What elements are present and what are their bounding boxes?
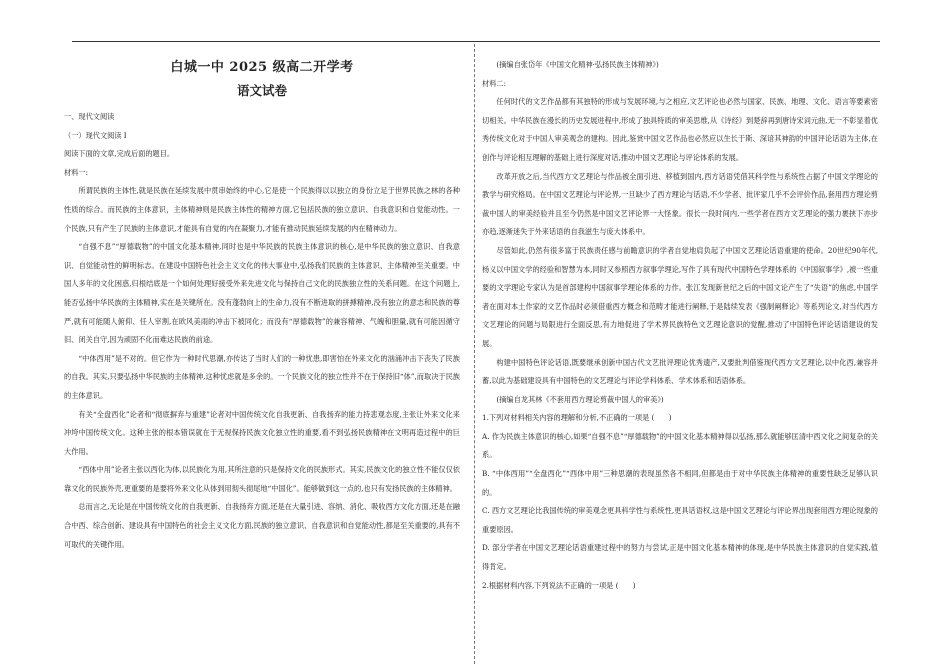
reading-instruction: 阅读下面的文章,完成后面的题目。 (64, 149, 175, 159)
material-two-label: 材料二: (482, 78, 506, 88)
material-one-label: 材料一: (64, 167, 88, 177)
paragraph: “中体西用”是不对的。但它作为一种时代思潮,亦传达了当时人们的一种忧患,即害怕在外来文化的汹涌冲击下丧失了民族的自我。其实,只要弘扬中华民族的主体精神,这种忧虑就是多余的。一个民族文化的独立性并不在于保持旧“体”,而取决于民族的主体意识。 (64, 353, 460, 400)
paragraph: 总而言之,无论是在中国传统文化的自我更新、自我扬弃方面,还是在大量引进、容纳、消化、吸收西方文化方面,还是在融合中西、综合创新、建设具有中国特色的社会主义文化方面,民族的独立意识、自我意识和自觉能动性,都是至关重要的,具有不可取代的关键作用。 (64, 502, 460, 549)
left-column (64, 56, 460, 554)
right-column (482, 56, 878, 595)
column-divider (474, 44, 475, 664)
exam-subtitle: 语文试卷 (236, 83, 287, 98)
question-option: C. 西方文艺理论比我国传统的审美观念更具科学性与系统性,更具话语权,这是中国文艺理论与评论界出现套用西方理论现象的重要原因。 (482, 506, 878, 534)
question-option: A. 作为民族主体意识的核心,如果“自强不息”“厚德载物”的中国文化基本精神得以弘扬,那么就能够匡清中西文化之间复杂的关系。 (482, 431, 878, 460)
paragraph: “自强不息”“厚德载物”的中国文化基本精神,同时也是中华民族的民族主体意识的核心,是中华民族的独立意识、自我意识、自觉能动性的鲜明标志。在建设中国特色社会主义文化的伟大事业中,弘扬我们民族的主体意识、主体精神至关重要。中国人多年的文化困惑,归根结底是一个如何处理好接受外来先进文化与保持自己文化的民族独立性的关系问题。在这个问题上,能否弘扬中华民族的主体精神,实在是关键所在。没有蓬勃向上的生命力,没有不断进取的拼搏精神,没有独立的意志和民族的尊严,就有可能随人俯仰、任人宰割,在欧风美雨的冲击下被同化；而没有“厚德载物”的兼容精神、气魄和胆量,就有可能因循守旧、闭关自守,因为顽固不化而难达民族的前途。 (64, 242, 460, 345)
question-option: D. 部分学者在中国文艺理论话语重建过程中的努力与尝试,正是中国文化基本精神的体现,是中华民族主体意识的自觉实践,值得肯定。 (482, 543, 878, 572)
paragraph: 有关“全盘西化”论者和“彻底摒弃与重建”论者对中国传统文化自我更新、自我扬弃的能力持悲观态度,主张让外来文化来冲垮中国传统文化。这种主张的根本错误就在于无视保持民族文化独立性的重要,看不到弘扬民族精神在文明再造过程中的巨大作用。 (64, 409, 460, 456)
question-2: 2.根据材料内容,下列说法不正确的一项是 ( ) (482, 580, 636, 590)
paragraph: 任何时代的文艺作品都有其独特的形成与发展环境,与之相应,文艺评论也必然与国家、民族、地理、文化、语言等要素密切相关。中华民族在漫长的历史发展进程中,形成了独具特质的审美思维,从《诗经》到楚辞再到唐诗宋词元曲,无一不彰显着优秀传统文化对于中国人审美观念的建构。因此,鉴赏中国文艺作品也必然应以生长于斯、深谙其神韵的中国评论话语为主体,在创作与评论相互理解的基础上进行深度对话,推动中国文艺理论与评论体系的发展。 (482, 97, 878, 162)
subsection-heading: （一）现代文阅读 I (64, 130, 127, 140)
question-1: 1.下列对材料相关内容的理解和分析,不正确的一项是 ( ) (482, 413, 672, 423)
paragraph: 构建中国特色评论话语,既要继承创新中国古代文艺批评理论优秀遗产,又要批判借鉴现代西方文艺理论,以中化西,兼容并蓄,以此为基础建设具有中国特色的文艺理论与评论学科体系、学术体系和话语体系。 (482, 357, 878, 386)
paragraph: 尽管如此,仍然有很多富于民族责任感与前瞻意识的学者自觉地肩负起了中国文艺理论话语重建的使命。20世纪90年代,杨义以中国文学的经验和智慧为本,同时又参照西方叙事学理论,写作了具有现代中国特色学理体系的《中国叙事学》,被一些重要的文学理论专家认为是首部建构中国叙事学理论体系的力作。张江发现新世纪之后的中国文论产生了“失语”的焦虑,中国学者在面对本土作家的文艺作品时必须借重西方概念和范畴才能进行阐释,于是陆续发表《强制阐释论》等系列论文,对当代西方文艺理论的问题与局限进行全面反思,有力地促进了学术界民族特色文艺理论意识的觉醒,推动了中国特色评论话语建设的发展。 (482, 245, 878, 348)
top-rule (72, 41, 880, 42)
source-note: (摘编自张岱年《中国文化精神·弘扬民族主体精神》) (496, 60, 659, 69)
paragraph: 改革开放之后,当代西方文艺理论与作品被全面引进、移植到国内,西方话语凭借其科学性与系统性占据了中国文学理论的教学与研究格局。在中国文艺理论与评论界,一旦缺少了西方理论与话语,不少学者、批评家几乎不会评价作品,套用西方理论剪裁中国人的审美经验并且至今仍然是中国文艺评论界一大怪象。很长一段时间内,一些学者在西方文艺理论的强力裹挟下亦步亦趋,逐渐迷失于外来话语的自我滋生与庞大体系中。 (482, 171, 878, 237)
source-note: (摘编自龙其林《不套用西方理论剪裁中国人的审美》) (496, 394, 664, 404)
question-option: B. “中体西用”“全盘西化”“西体中用”三种思潮的表现虽然各不相同,但都是由于对中华民族主体精神的重要性缺乏足够认识的。 (482, 469, 878, 497)
section-heading: 一、现代文阅读 (64, 112, 115, 121)
paragraph: 所谓民族的主体性,就是民族在延续发展中贯串始终的中心,它是使一个民族得以以独立的身份立足于世界民族之林的各种性质的综合。而民族的主体意识，主体精神则是民族主体性的精神方面,它包括民族的独立意识、自我意识和自觉能动性。一个民族,只有产生了民族的主体意识,才能具有自觉的内在凝聚力,才能有推动民族延续发展的内在精神动力。 (64, 186, 460, 233)
exam-title: 白城一中 2025 级高二开学考 (170, 60, 354, 75)
paragraph: “西体中用”论者主张以西化为体,以民族化为用,其所注意的只是保持文化的民族形式。其实,民族文化的独立性不能仅仅依靠文化的民族外壳,更重要的是要将外来文化从体到用彻头彻尾地“中国化”。能够做到这一点的,也只有发扬民族的主体精神。 (64, 465, 460, 493)
